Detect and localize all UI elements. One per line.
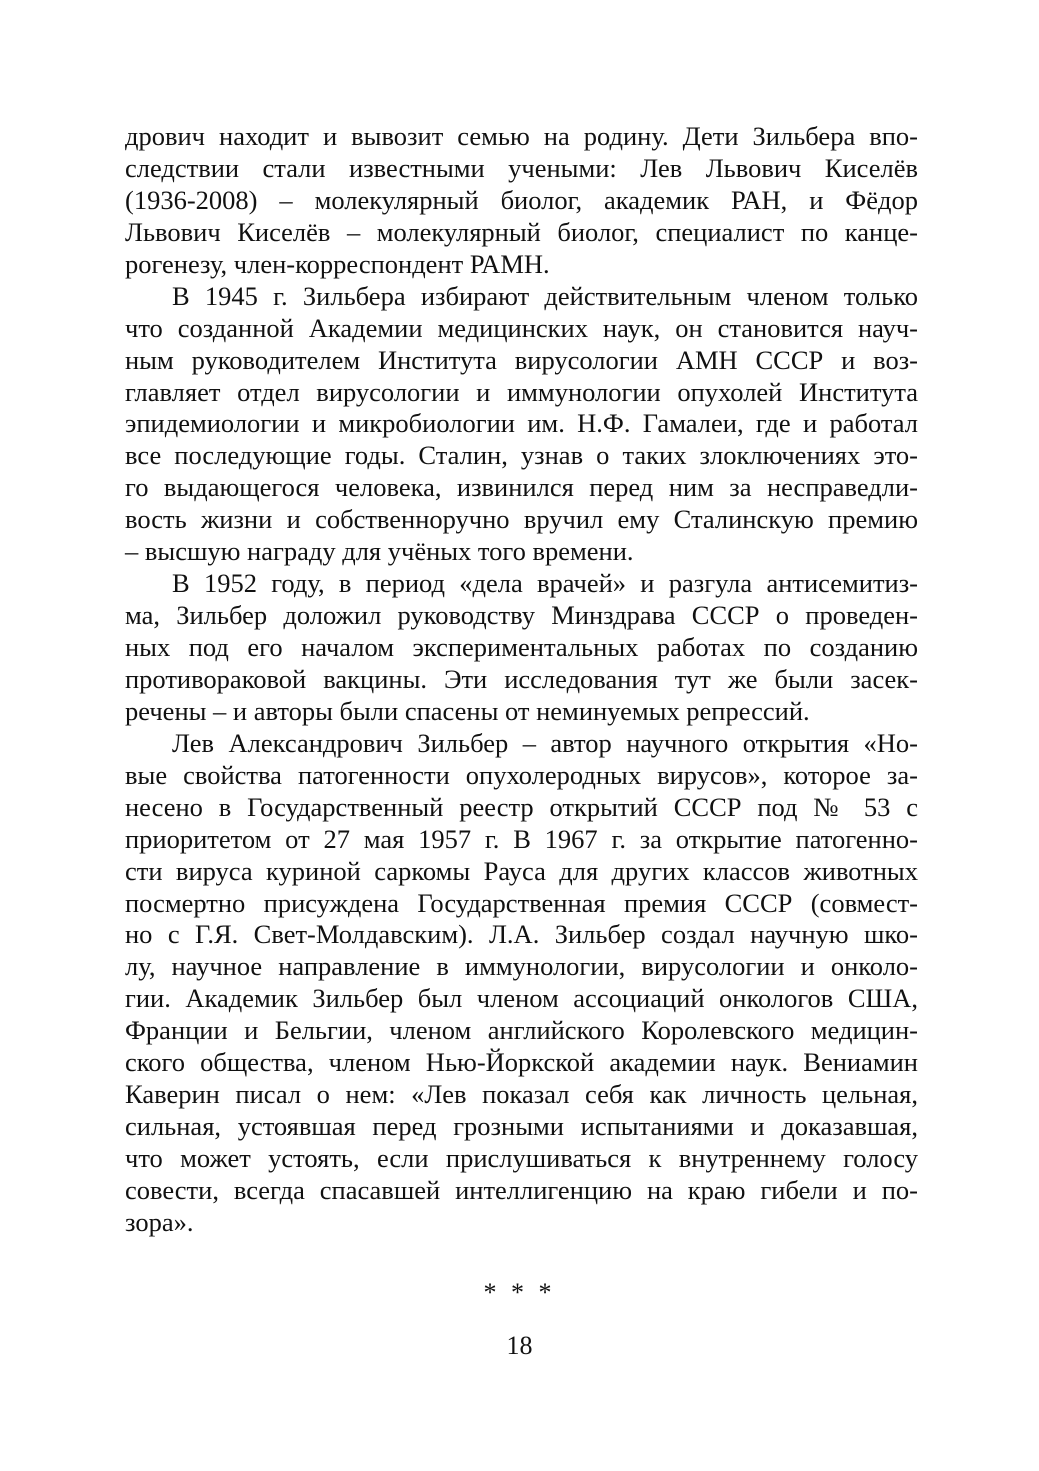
text-line: речены – и авторы были спасены от неминуемых репрессий. <box>125 695 810 726</box>
text-line: приоритетом от 27 мая 1957 г. В 1967 г. за открытие патогенно- <box>125 823 918 854</box>
text-line: следствии стали известными учеными: Лев Львович Киселёв <box>125 152 918 183</box>
text-line: лу, научное направление в иммунологии, вирусологии и онколо- <box>125 951 918 982</box>
page-number: 18 <box>506 1331 533 1360</box>
text-line: зора». <box>125 1206 194 1237</box>
text-line: ных под его началом экспериментальных работах по созданию <box>125 632 918 662</box>
text-line: совести, всегда спасавшей интеллигенцию на краю гибели и по- <box>125 1174 918 1205</box>
text-line: противораковой вакцины. Эти исследования тут же были засек- <box>125 663 918 694</box>
text-line: но с Г.Я. Свет-Молдавским). Л.А. Зильбер создал научную шко- <box>125 919 918 950</box>
text-line: ского общества, членом Нью-Йоркской академии наук. Вениамин <box>125 1047 918 1078</box>
text-line: что может устоять, если прислушиваться к внутреннему голосу <box>125 1143 918 1173</box>
text-line: рогенезу, член-корреспондент РАМН. <box>125 248 550 279</box>
text-line: дрович находит и вывозит семью на родину. Дети Зильбера впо- <box>125 121 918 151</box>
text-line: Франции и Бельгии, членом английского Королевского медицин- <box>125 1015 918 1046</box>
text-line: вость жизни и собственноручно вручил ему Сталинскую премию <box>125 504 918 535</box>
text-line: вые свойства патогенности опухолеродных вирусов», которое за- <box>125 759 918 790</box>
text-line: ным руководителем Института вирусологии АМН СССР и воз- <box>125 344 918 375</box>
text-line: (1936-2008) – молекулярный биолог, академик РАН, и Фёдор <box>125 184 918 215</box>
text-line: – высшую награду для учёных того времени. <box>125 536 634 567</box>
text-line: что созданной Академии медицинских наук, он становится науч- <box>125 312 918 343</box>
text-line: го выдающегося человека, извинился перед ним за несправедли- <box>125 472 918 503</box>
text-line: В 1945 г. Зильбера избирают действительным членом только <box>172 280 918 311</box>
text-line: Львович Киселёв – молекулярный биолог, специалист по канце- <box>125 216 918 247</box>
text-line: Каверин писал о нем: «Лев показал себя как личность цельная, <box>125 1079 918 1110</box>
text-line: В 1952 году, в период «дела врачей» и разгула антисемитиз- <box>172 568 918 599</box>
section-separator: * * * <box>483 1278 556 1307</box>
body-text <box>125 121 918 1239</box>
text-line: несено в Государственный реестр открытий СССР под № 53 с <box>125 791 918 822</box>
text-line: посмертно присуждена Государственная премия СССР (совмест- <box>125 887 918 918</box>
text-line: главляет отдел вирусологии и иммунологии опухолей Института <box>125 376 918 407</box>
text-line: ма, Зильбер доложил руководству Минздрава СССР о проведен- <box>125 600 918 631</box>
text-line: Лев Александрович Зильбер – автор научного открытия «Но- <box>172 727 918 758</box>
text-line: сильная, устоявшая перед грозными испытаниями и доказавшая, <box>125 1111 918 1142</box>
text-line: эпидемиологии и микробиологии им. Н.Ф. Гамалеи, где и работал <box>125 408 918 439</box>
text-line: гии. Академик Зильбер был членом ассоциаций онкологов США, <box>125 983 918 1014</box>
text-line: все последующие годы. Сталин, узнав о таких злоключениях это- <box>125 440 918 471</box>
text-line: сти вируса куриной саркомы Рауса для других классов животных <box>125 855 918 886</box>
